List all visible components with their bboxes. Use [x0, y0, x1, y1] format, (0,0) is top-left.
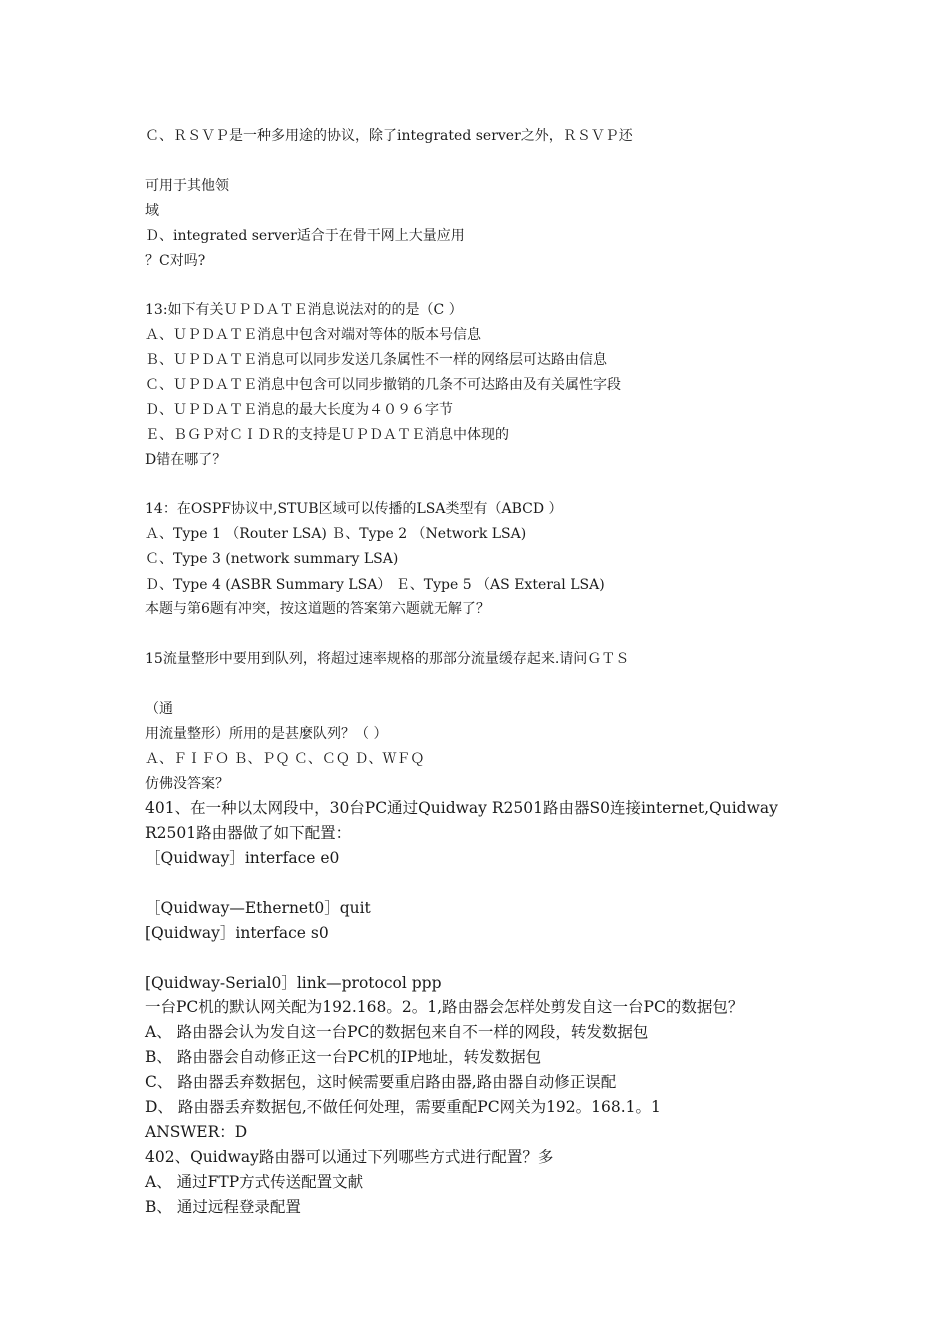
- text-line: Ｃ、ＲＳＶＰ是一种多用途的协议，除了integrated server之外，ＲＳＶＰ还: [145, 128, 633, 144]
- config-line: ［Quidway—Ethernet0］quit: [145, 899, 371, 917]
- text-line: 可用于其他领: [145, 178, 229, 194]
- text-line: ？C对吗?: [145, 253, 206, 269]
- question-13-title: 13:如下有关ＵＰＤＡＴＥ消息说法对的的是（C ）: [145, 302, 463, 318]
- option-line: Ｄ、Type 4 (ASBR Summary LSA） Ｅ、Type 5 （AS Exteral LSA): [145, 577, 605, 593]
- option-line: B、 通过远程登录配置: [145, 1198, 301, 1216]
- answer-line: ANSWER：D: [145, 1123, 248, 1141]
- option-line: Ａ、ＵＰＤＡＴＥ消息中包含对端对等体的版本号信息: [145, 327, 481, 343]
- text-line: 仿佛没答案？: [145, 776, 229, 792]
- option-line: Ｃ、ＵＰＤＡＴＥ消息中包含可以同步撤销的几条不可达路由及有关属性字段: [145, 377, 621, 393]
- text-line: D错在哪了？: [145, 452, 227, 468]
- option-line: D、 路由器丢弃数据包,不做任何处理，需要重配PC网关为192。168.1。1: [145, 1098, 661, 1116]
- text-line: Ｄ、integrated server适合于在骨干网上大量应用: [145, 228, 465, 244]
- question-401-title: 401、在一种以太网段中，30台PC通过Quidway R2501路由器S0连接internet,Quidway: [145, 799, 778, 817]
- option-line: Ｃ、Type 3 (network summary LSA): [145, 551, 399, 567]
- option-line: C、 路由器丢弃数据包，这时候需要重启路由器,路由器自动修正误配: [145, 1073, 617, 1091]
- option-line: Ａ、ＦＩＦＯ Ｂ、ＰＱ Ｃ、ＣＱ Ｄ、ＷＦＱ: [145, 751, 425, 767]
- option-line: B、 路由器会自动修正这一台PC机的IP地址，转发数据包: [145, 1048, 542, 1066]
- text-line: （通: [145, 701, 173, 717]
- option-line: Ｅ、ＢＧＰ对ＣＩＤＲ的支持是ＵＰＤＡＴＥ消息中体现的: [145, 427, 509, 443]
- text-line: R2501路由器做了如下配置：: [145, 824, 352, 842]
- option-line: Ａ、Type 1 （Router LSA) Ｂ、Type 2 （Network LSA): [145, 526, 527, 542]
- option-line: A、 通过FTP方式传送配置文献: [145, 1173, 364, 1191]
- text-line: 用流量整形）所用的是甚麼队列？（ ）: [145, 726, 388, 742]
- option-line: Ｂ、ＵＰＤＡＴＥ消息可以同步发送几条属性不一样的网络层可达路由信息: [145, 352, 607, 368]
- config-line: ［Quidway］interface e0: [145, 849, 340, 867]
- question-402-title: 402、Quidway路由器可以通过下列哪些方式进行配置？多: [145, 1148, 554, 1166]
- option-line: A、 路由器会认为发自这一台PC的数据包来自不一样的网段，转发数据包: [145, 1023, 649, 1041]
- option-line: Ｄ、ＵＰＤＡＴＥ消息的最大长度为４０９６字节: [145, 402, 453, 418]
- text-line: 一台PC机的默认网关配为192.168。2。1,路由器会怎样处剪发自这一台PC的数据包？: [145, 998, 744, 1016]
- config-line: [Quidway-Serial0］link—protocol ppp: [145, 974, 442, 992]
- config-line: [Quidway］interface s0: [145, 924, 329, 942]
- text-line: 本题与第6题有冲突，按这道题的答案第六题就无解了？: [145, 601, 490, 617]
- text-line: 域: [145, 203, 159, 219]
- question-15-title: 15流量整形中要用到队列，将超过速率规格的那部分流量缓存起来.请问ＧＴＳ: [145, 651, 630, 667]
- question-14-title: 14：在OSPF协议中,STUB区域可以传播的LSA类型有（ABCD ）: [145, 501, 563, 517]
